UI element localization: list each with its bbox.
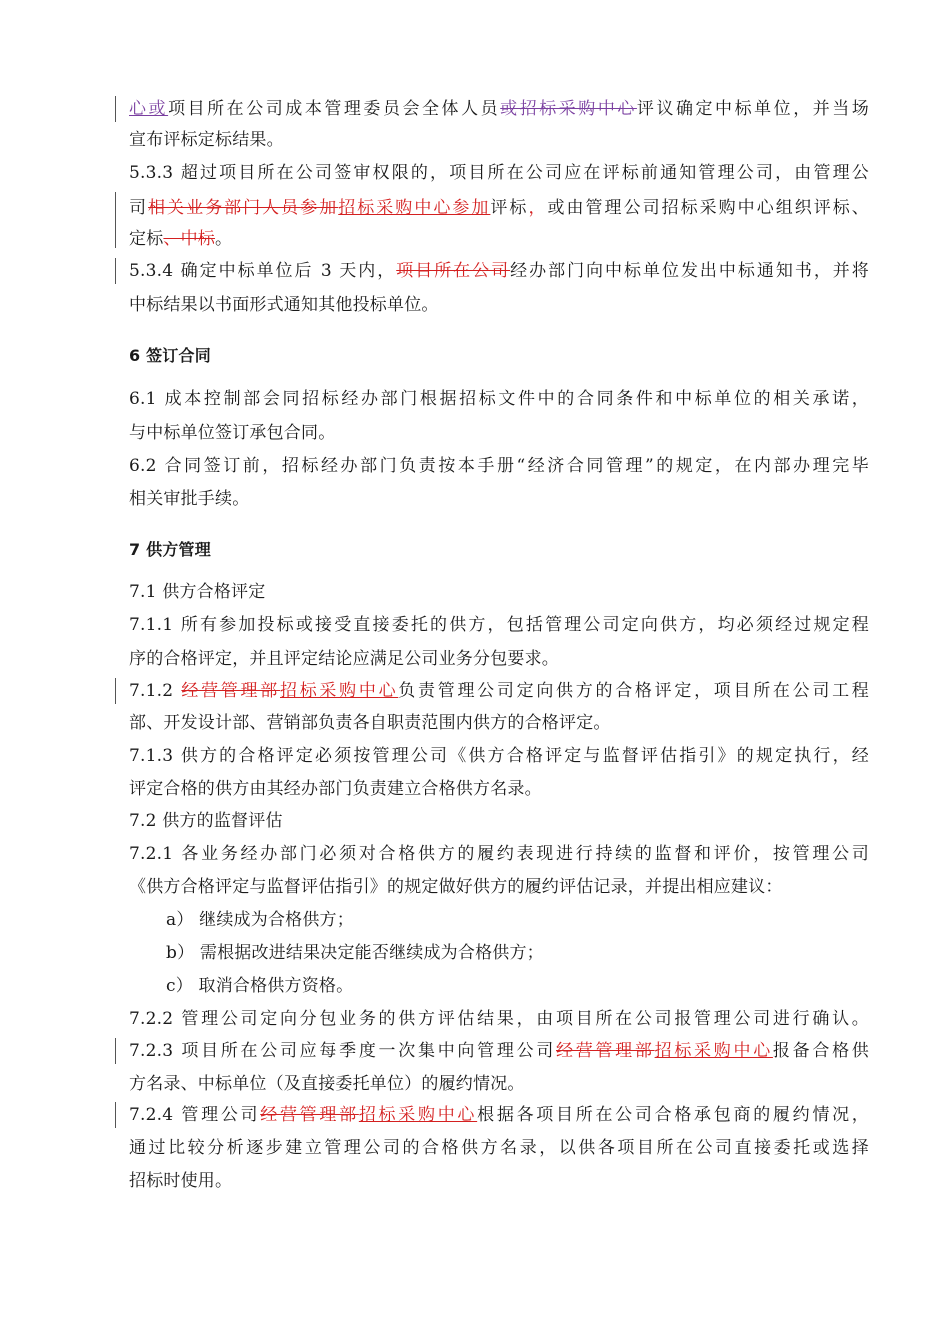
insertion: 招标采购中心 — [358, 1105, 478, 1125]
paragraph-line — [129, 677, 869, 705]
text: 评议确定中标单位，并当场 — [636, 99, 870, 119]
deletion: 经营管理部 — [181, 681, 280, 701]
paragraph-line — [129, 225, 869, 253]
text: 7.2.4 管理公司 — [129, 1105, 261, 1125]
deletion: 相关业务部门人员参加 — [148, 198, 339, 218]
paragraph-line: 部、开发设计部、营销部负责各自职责范围内供方的合格评定。 — [129, 713, 611, 733]
paragraph-line: 中标结果以书面形式通知其他投标单位。 — [129, 295, 439, 315]
paragraph-line: 7.1.1 所有参加投标或接受直接委托的供方，包括管理公司定向供方，均必须经过规定程 — [129, 615, 869, 635]
insertion: 招标采购中心 — [654, 1041, 773, 1061]
paragraph-line: 《供方合格评定与监督评估指引》的规定做好供方的履约评估记录，并提出相应建议： — [129, 877, 783, 897]
deletion: 经营管理部 — [556, 1041, 655, 1061]
text: 负责管理公司定向供方的合格评定，项目所在公司工程 — [398, 681, 870, 701]
section-heading: 7 供方管理 — [129, 540, 211, 559]
change-bar — [115, 1102, 116, 1128]
list-item: c） 取消合格供方资格。 — [166, 976, 354, 996]
list-item: b） 需根据改进结果决定能否继续成为合格供方； — [166, 943, 544, 963]
text: 根据各项目所在公司合格承包商的履约情况， — [477, 1105, 869, 1125]
paragraph-line — [129, 194, 869, 222]
subsection-title: 7.1 供方合格评定 — [129, 582, 266, 602]
paragraph-line — [129, 1037, 869, 1065]
list-item: a） 继续成为合格供方； — [166, 910, 354, 930]
paragraph-line: 方名录、中标单位（及直接委托单位）的履约情况。 — [129, 1074, 525, 1094]
paragraph-line: 宣布评标定标结果。 — [129, 130, 284, 150]
paragraph-line: 6.1 成本控制部会同招标经办部门根据招标文件中的合同条件和中标单位的相关承诺， — [129, 389, 869, 409]
section-heading: 6 签订合同 — [129, 346, 211, 365]
paragraph-line: 7.2.1 各业务经办部门必须对合格供方的履约表现进行持续的监督和评价，按管理公司 — [129, 844, 869, 864]
paragraph-line: 通过比较分析逐步建立管理公司的合格供方名录，以供各项目所在公司直接委托或选择 — [129, 1138, 869, 1158]
insertion: 招标采购中心参加 — [338, 198, 491, 218]
change-bar — [115, 1038, 116, 1064]
paragraph-line — [129, 95, 869, 123]
text: 7.1.2 — [129, 681, 182, 701]
paragraph-line: 评定合格的供方由其经办部门负责建立合格供方名录。 — [129, 779, 542, 799]
paragraph-line — [129, 1101, 869, 1129]
subsection-title: 7.2 供方的监督评估 — [129, 811, 283, 831]
change-bar — [115, 192, 116, 248]
insertion: 招标采购中心 — [279, 681, 399, 701]
text: 5.3.4 确定中标单位后 3 天内， — [129, 261, 397, 281]
text: 司 — [129, 198, 149, 218]
paragraph-line: 5.3.3 超过项目所在公司签审权限的，项目所在公司应在评标前通知管理公司，由管理公 — [129, 163, 869, 183]
paragraph-line: 6.2 合同签订前，招标经办部门负责按本手册“经济合同管理”的规定，在内部办理完毕 — [129, 456, 869, 476]
change-bar — [115, 258, 116, 284]
text: 或由管理公司招标采购中心组织评标、 — [547, 198, 870, 218]
text: 。 — [215, 229, 233, 249]
insertion: 心或 — [129, 99, 169, 119]
paragraph-line — [129, 257, 869, 285]
deletion: 经营管理部 — [260, 1105, 359, 1125]
paragraph-line: 与中标单位签订承包合同。 — [129, 423, 336, 443]
deletion: 或招标采购中心 — [500, 99, 637, 119]
paragraph-line: 序的合格评定，并且评定结论应满足公司业务分包要求。 — [129, 649, 559, 669]
text: 评标 — [490, 198, 529, 218]
change-bar — [115, 96, 116, 122]
paragraph-line: 7.1.3 供方的合格评定必须按管理公司《供方合格评定与监督评估指引》的规定执行，经 — [129, 746, 869, 766]
paragraph-line: 7.2.2 管理公司定向分包业务的供方评估结果，由项目所在公司报管理公司进行确认。 — [129, 1009, 869, 1029]
insertion: ， — [528, 198, 548, 218]
text: 项目所在公司成本管理委员会全体人员 — [168, 99, 501, 119]
text: 经办部门向中标单位发出中标通知书，并将 — [510, 261, 869, 281]
text: 报备合格供 — [772, 1041, 869, 1061]
text: 定标 — [129, 229, 164, 249]
paragraph-line: 招标时使用。 — [129, 1171, 233, 1191]
change-bar — [115, 678, 116, 704]
deletion: 项目所在公司 — [396, 261, 511, 281]
text: 7.2.3 项目所在公司应每季度一次集中向管理公司 — [129, 1041, 557, 1061]
deletion: 、中标 — [163, 229, 216, 249]
paragraph-line: 相关审批手续。 — [129, 489, 250, 509]
